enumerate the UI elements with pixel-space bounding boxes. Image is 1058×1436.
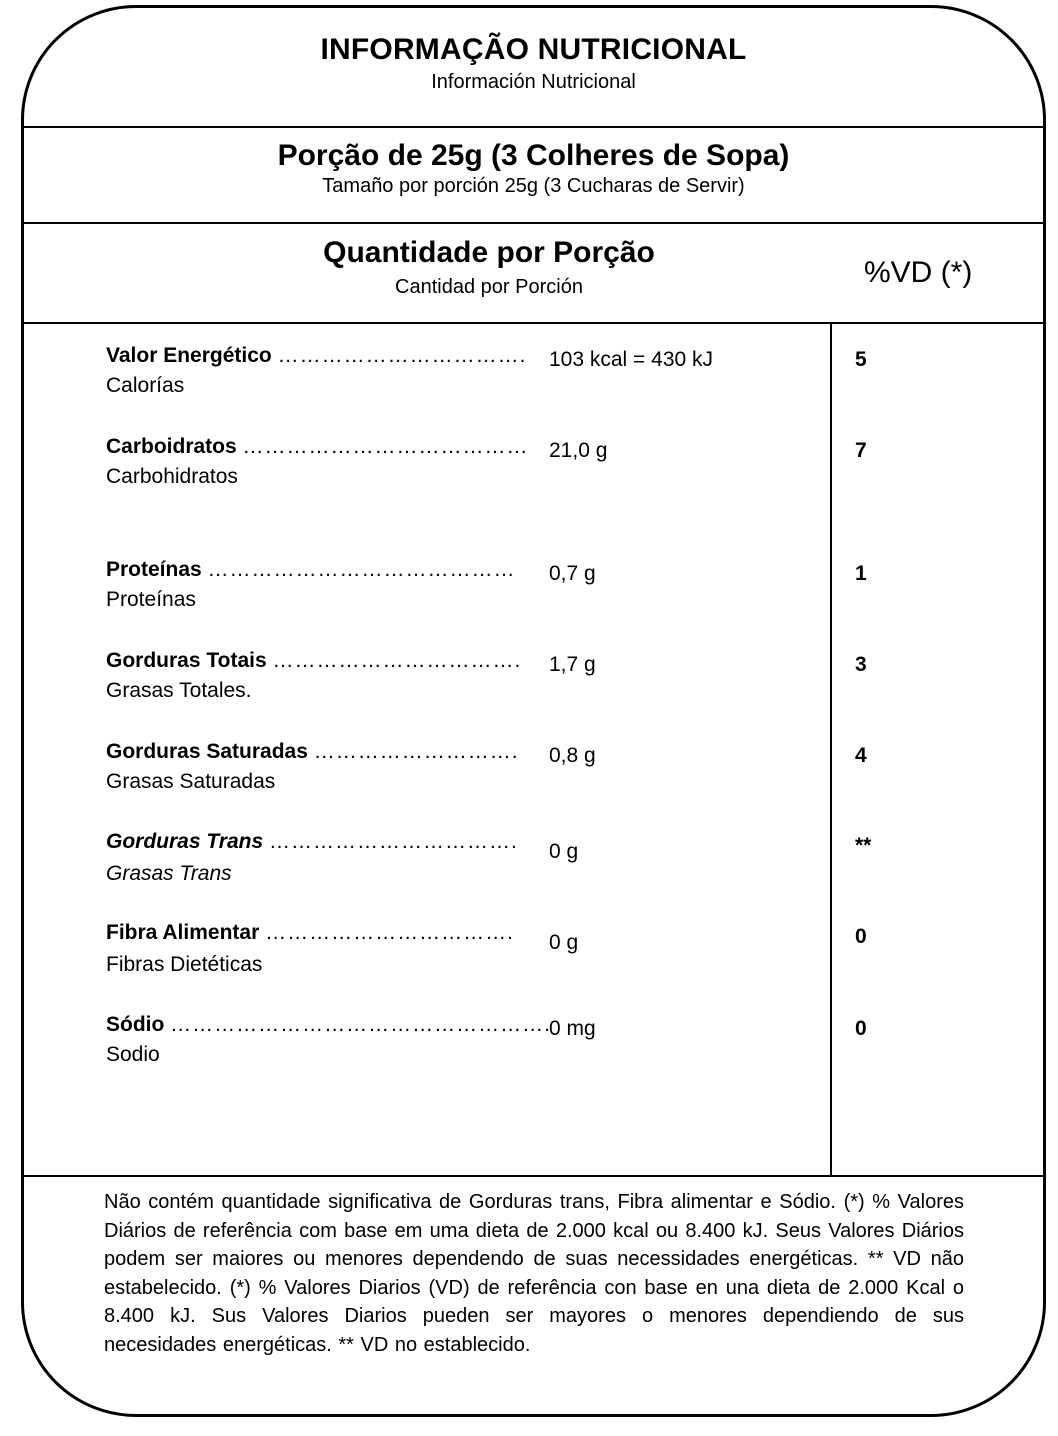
nutrient-vd: 1 bbox=[855, 562, 867, 585]
nutrient-vd: 5 bbox=[855, 348, 867, 371]
nutrient-name-pt: Valor Energético ……………………………. bbox=[106, 344, 527, 367]
nutrient-row bbox=[24, 558, 1043, 618]
nutrient-vd: ** bbox=[855, 834, 872, 857]
nutrient-name-es: Proteínas bbox=[106, 588, 196, 611]
nutrient-name-pt: Fibra Alimentar ……………………………. bbox=[106, 921, 514, 944]
nutrient-name-pt: Proteínas …………………………………… bbox=[106, 558, 516, 581]
label-subtitle: Información Nutricional bbox=[431, 71, 636, 93]
nutrient-amount: 21,0 g bbox=[549, 439, 608, 462]
nutrient-vd: 4 bbox=[855, 744, 867, 767]
nutrient-row bbox=[24, 649, 1043, 709]
nutrient-amount: 1,7 g bbox=[549, 653, 596, 676]
label-title: INFORMAÇÃO NUTRICIONAL bbox=[320, 33, 747, 66]
nutrient-name-pt: Sódio ……………………………………………. bbox=[106, 1013, 552, 1036]
nutrient-row bbox=[24, 740, 1043, 800]
nutrient-vd: 0 bbox=[855, 925, 867, 948]
nutrient-amount: 0,7 g bbox=[549, 562, 596, 585]
nutrient-name-es: Sodio bbox=[106, 1043, 160, 1066]
nutrient-row bbox=[24, 1013, 1043, 1073]
divider-amount bbox=[24, 322, 1043, 324]
nutrient-name-es: Calorías bbox=[106, 374, 185, 397]
divider-footnote bbox=[24, 1175, 1043, 1177]
nutrient-name-pt: Gorduras Totais ……………………………. bbox=[106, 649, 522, 672]
serving-subtitle: Tamaño por porción 25g (3 Cucharas de Servir) bbox=[322, 175, 745, 197]
nutrient-amount: 0 g bbox=[549, 931, 579, 954]
nutrient-name-es: Grasas Saturadas bbox=[106, 770, 276, 793]
nutrient-row bbox=[24, 344, 1043, 404]
nutrient-amount: 0 mg bbox=[549, 1017, 596, 1040]
amount-header bbox=[24, 236, 954, 299]
nutrient-row bbox=[24, 830, 1043, 890]
amount-subtitle: Cantidad por Porción bbox=[395, 276, 583, 298]
nutrient-row bbox=[24, 435, 1043, 495]
nutrient-name-pt: Gorduras Trans ……………………………. bbox=[106, 830, 518, 853]
divider-serving bbox=[24, 222, 1043, 224]
nutrient-vd: 3 bbox=[855, 653, 867, 676]
nutrient-vd: 0 bbox=[855, 1017, 867, 1040]
nutrient-row bbox=[24, 921, 1043, 981]
serving-block bbox=[24, 139, 1043, 198]
footnote-text: Não contém quantidade significativa de Gorduras trans, Fibra alimentar e Sódio. (*) % Valores Diários de referência com base em uma dieta de 2.000 kcal ou 8.400 kJ. Seus Valores Diários podem ser maiores ou menores dependendo de suas necessidades energéticas. ** VD não estabelecido. (*) % Valores Diarios (VD) de referência con base en una dieta de 2.000 Kcal o 8.400 kJ. Sus Valores Diarios pueden ser mayores o menores dependiendo de sus necesidades energéticas. ** VD no establecido. bbox=[104, 1191, 964, 1356]
nutrient-name-es: Fibras Dietéticas bbox=[106, 953, 263, 976]
nutrient-amount: 103 kcal = 430 kJ bbox=[549, 348, 714, 371]
nutrient-name-pt: Carboidratos ………………………………… bbox=[106, 435, 529, 458]
amount-title: Quantidade por Porção bbox=[323, 236, 655, 269]
nutrient-name-es: Grasas Totales. bbox=[106, 679, 252, 702]
nutrient-name-es: Grasas Trans bbox=[106, 862, 232, 885]
label-header bbox=[24, 33, 1043, 94]
nutrient-vd: 7 bbox=[855, 439, 867, 462]
vd-header: %VD (*) bbox=[864, 256, 973, 289]
divider-header bbox=[24, 126, 1043, 128]
nutrient-amount: 0 g bbox=[549, 840, 579, 863]
nutrient-name-es: Carbohidratos bbox=[106, 465, 238, 488]
nutrient-amount: 0,8 g bbox=[549, 744, 596, 767]
serving-title: Porção de 25g (3 Colheres de Sopa) bbox=[277, 139, 790, 172]
nutrition-label bbox=[21, 5, 1046, 1417]
nutrient-name-pt: Gorduras Saturadas ………………………. bbox=[106, 740, 519, 763]
